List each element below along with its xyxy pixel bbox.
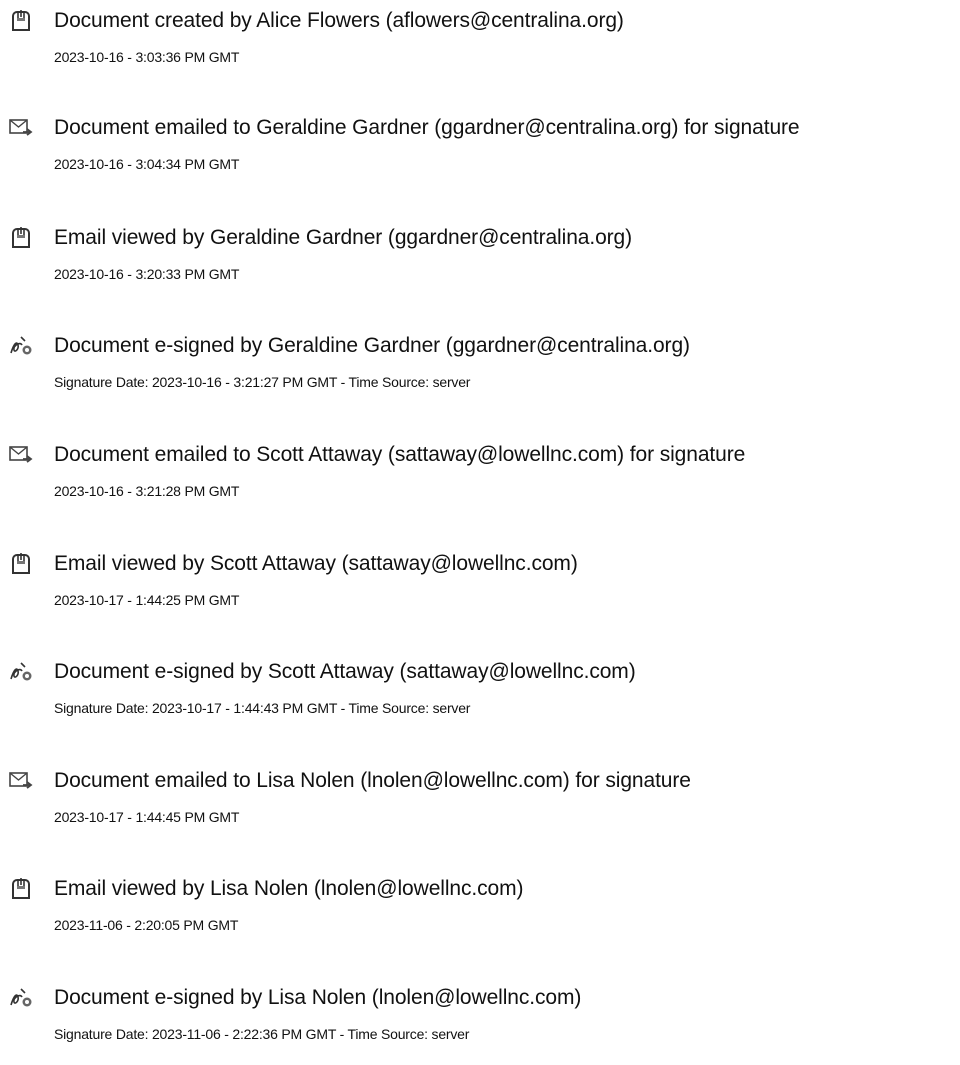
audit-event bbox=[0, 8, 960, 88]
event-timestamp: 2023-10-16 - 3:04:34 PM GMT bbox=[54, 156, 240, 172]
event-timestamp: 2023-10-17 - 1:44:25 PM GMT bbox=[54, 592, 240, 608]
audit-event bbox=[0, 551, 960, 631]
audit-event bbox=[0, 985, 960, 1065]
event-timestamp: 2023-11-06 - 2:20:05 PM GMT bbox=[54, 917, 239, 933]
e-signed-icon bbox=[8, 333, 34, 359]
event-timestamp: 2023-10-17 - 1:44:45 PM GMT bbox=[54, 809, 240, 825]
event-timestamp: 2023-10-16 - 3:03:36 PM GMT bbox=[54, 49, 240, 65]
audit-event bbox=[0, 442, 960, 522]
event-title: Document e-signed by Scott Attaway (sattaway@lowellnc.com) bbox=[54, 660, 636, 683]
event-title: Document emailed to Lisa Nolen (lnolen@lowellnc.com) for signature bbox=[54, 769, 691, 792]
event-title: Document e-signed by Geraldine Gardner (ggardner@centralina.org) bbox=[54, 334, 690, 357]
audit-event bbox=[0, 659, 960, 739]
audit-event bbox=[0, 333, 960, 413]
email-viewed-icon bbox=[8, 225, 34, 251]
event-title: Document emailed to Geraldine Gardner (ggardner@centralina.org) for signature bbox=[54, 116, 800, 139]
event-timestamp: 2023-10-16 - 3:20:33 PM GMT bbox=[54, 266, 240, 282]
event-signature-date: Signature Date: 2023-10-16 - 3:21:27 PM GMT - Time Source: server bbox=[54, 374, 471, 390]
event-signature-date: Signature Date: 2023-11-06 - 2:22:36 PM GMT - Time Source: server bbox=[54, 1026, 470, 1042]
email-viewed-icon bbox=[8, 876, 34, 902]
email-sent-icon bbox=[8, 442, 34, 468]
event-timestamp: 2023-10-16 - 3:21:28 PM GMT bbox=[54, 483, 240, 499]
document-created-icon bbox=[8, 8, 34, 34]
email-sent-icon bbox=[8, 115, 34, 141]
e-signed-icon bbox=[8, 985, 34, 1011]
event-title: Document created by Alice Flowers (aflowers@centralina.org) bbox=[54, 9, 624, 32]
audit-event bbox=[0, 768, 960, 848]
event-title: Email viewed by Geraldine Gardner (ggardner@centralina.org) bbox=[54, 226, 633, 249]
audit-event bbox=[0, 225, 960, 305]
event-title: Document emailed to Scott Attaway (sattaway@lowellnc.com) for signature bbox=[54, 443, 746, 466]
event-signature-date: Signature Date: 2023-10-17 - 1:44:43 PM GMT - Time Source: server bbox=[54, 700, 471, 716]
email-viewed-icon bbox=[8, 551, 34, 577]
e-signed-icon bbox=[8, 659, 34, 685]
event-title: Email viewed by Scott Attaway (sattaway@lowellnc.com) bbox=[54, 552, 578, 575]
event-title: Email viewed by Lisa Nolen (lnolen@lowellnc.com) bbox=[54, 877, 524, 900]
audit-event bbox=[0, 876, 960, 956]
event-title: Document e-signed by Lisa Nolen (lnolen@lowellnc.com) bbox=[54, 986, 582, 1009]
audit-event bbox=[0, 115, 960, 195]
email-sent-icon bbox=[8, 768, 34, 794]
